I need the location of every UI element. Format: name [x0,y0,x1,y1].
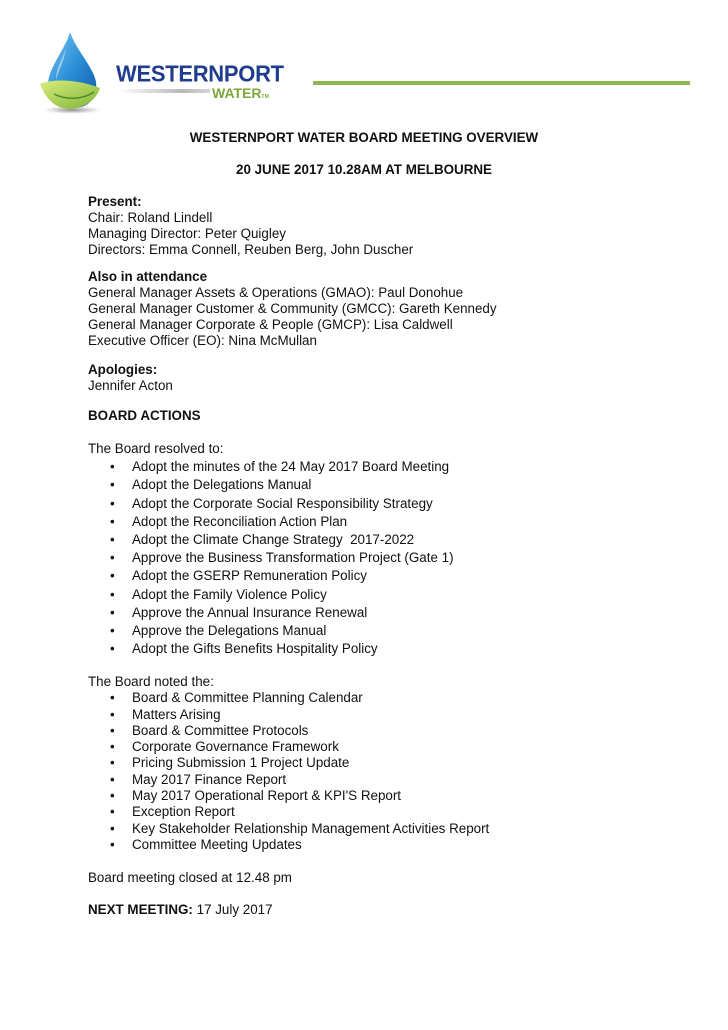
present-section [88,194,413,258]
bullet-icon: • [110,820,115,836]
bullet-icon: • [110,788,115,804]
resolved-item-text: Adopt the minutes of the 24 May 2017 Board Meeting [132,459,450,475]
resolved-item [88,476,454,494]
noted-item-text: May 2017 Finance Report [132,771,287,787]
resolved-item-text: Adopt the Corporate Social Responsibility Strategy [132,495,433,511]
bullet-icon: • [110,513,115,529]
logo-wordmark: WESTERNPORT [116,60,284,87]
noted-item [88,707,489,723]
noted-item-text: May 2017 Operational Report & KPI'S Report [132,788,402,804]
closing-section [88,870,292,886]
trademark-mark: TM [261,94,269,100]
resolved-section [88,440,454,658]
resolved-item [88,567,454,585]
noted-item-text: Corporate Governance Framework [132,739,339,755]
bullet-icon: • [110,459,115,475]
bullet-icon: • [110,550,115,566]
board-actions-heading-block [88,408,201,424]
resolved-item [88,640,454,658]
apologies-line: Jennifer Acton [88,378,173,393]
noted-section [88,674,489,853]
bullet-icon: • [110,836,115,852]
attendance-heading: Also in attendance [88,269,208,284]
bullet-icon: • [110,771,115,787]
attendance-line: General Manager Corporate & People (GMCP): Lisa Caldwell [88,317,453,332]
noted-list [88,690,489,853]
noted-item [88,755,489,771]
apologies-heading: Apologies: [88,362,158,377]
resolved-item-text: Approve the Business Transformation Project (Gate 1) [132,550,454,566]
bullet-icon: • [110,623,115,639]
bullet-icon: • [110,690,115,706]
logo-subword [212,85,269,101]
bullet-icon: • [110,495,115,511]
resolved-item-text: Adopt the Delegations Manual [132,477,312,493]
bullet-icon: • [110,739,115,755]
next-meeting [88,902,273,918]
resolved-item [88,604,454,622]
resolved-item-text: Adopt the Gifts Benefits Hospitality Policy [132,641,378,657]
attendance-line: General Manager Customer & Community (GMCC): Gareth Kennedy [88,301,497,316]
present-line: Directors: Emma Connell, Reuben Berg, John Duscher [88,242,414,257]
logo-subword-text: WATER [212,85,262,101]
bullet-icon: • [110,804,115,820]
noted-item [88,804,489,820]
noted-item [88,690,489,706]
resolved-item [88,495,454,513]
noted-item [88,772,489,788]
header-green-rule [313,81,690,85]
logo-fade-rule [118,89,210,93]
resolved-item-text: Approve the Delegations Manual [132,623,327,639]
noted-item-text: Committee Meeting Updates [132,836,302,852]
next-meeting-date: 17 July 2017 [192,902,273,917]
noted-item [88,739,489,755]
resolved-item-text: Adopt the Reconciliation Action Plan [132,513,348,529]
attendance-line: General Manager Assets & Operations (GMAO): Paul Donohue [88,285,464,300]
resolved-item [88,531,454,549]
resolved-item [88,622,454,640]
resolved-item-text: Adopt the Climate Change Strategy 2017-2022 [132,532,415,548]
resolved-item-text: Adopt the GSERP Remuneration Policy [132,568,367,584]
bullet-icon: • [110,604,115,620]
resolved-intro: The Board resolved to: [88,441,224,456]
bullet-icon: • [110,641,115,657]
document-title: WESTERNPORT WATER BOARD MEETING OVERVIEW [189,130,539,145]
resolved-item [88,549,454,567]
present-heading: Present: [88,194,142,209]
noted-item-text: Key Stakeholder Relationship Management Activities Report [132,820,490,836]
meeting-closed-text: Board meeting closed at 12.48 pm [88,870,292,885]
attendance-section [88,269,497,349]
resolved-item-text: Adopt the Family Violence Policy [132,586,327,602]
noted-item [88,837,489,853]
bullet-icon: • [110,586,115,602]
noted-item-text: Board & Committee Planning Calendar [132,690,363,706]
resolved-list [88,458,454,658]
board-actions-heading: BOARD ACTIONS [88,408,201,423]
attendance-line: Executive Officer (EO): Nina McMullan [88,333,317,348]
next-meeting-label: NEXT MEETING: [88,902,193,917]
present-line: Managing Director: Peter Quigley [88,226,286,241]
westernport-water-logo [36,28,326,118]
bullet-icon: • [110,755,115,771]
water-drop-leaf-icon [36,28,116,118]
noted-intro: The Board noted the: [88,674,214,689]
noted-item [88,723,489,739]
apologies-section [88,362,173,394]
bullet-icon: • [110,477,115,493]
noted-item-text: Exception Report [132,804,235,820]
bullet-icon: • [110,532,115,548]
noted-item [88,821,489,837]
resolved-item [88,458,454,476]
noted-item-text: Board & Committee Protocols [132,722,309,738]
noted-item-text: Pricing Submission 1 Project Update [132,755,350,771]
bullet-icon: • [110,706,115,722]
present-line: Chair: Roland Lindell [88,210,213,225]
document-subtitle: 20 JUNE 2017 10.28AM AT MELBOURNE [236,162,492,177]
noted-item [88,788,489,804]
bullet-icon: • [110,722,115,738]
resolved-item [88,586,454,604]
noted-item-text: Matters Arising [132,706,221,722]
resolved-item [88,513,454,531]
bullet-icon: • [110,568,115,584]
resolved-item-text: Approve the Annual Insurance Renewal [132,604,368,620]
